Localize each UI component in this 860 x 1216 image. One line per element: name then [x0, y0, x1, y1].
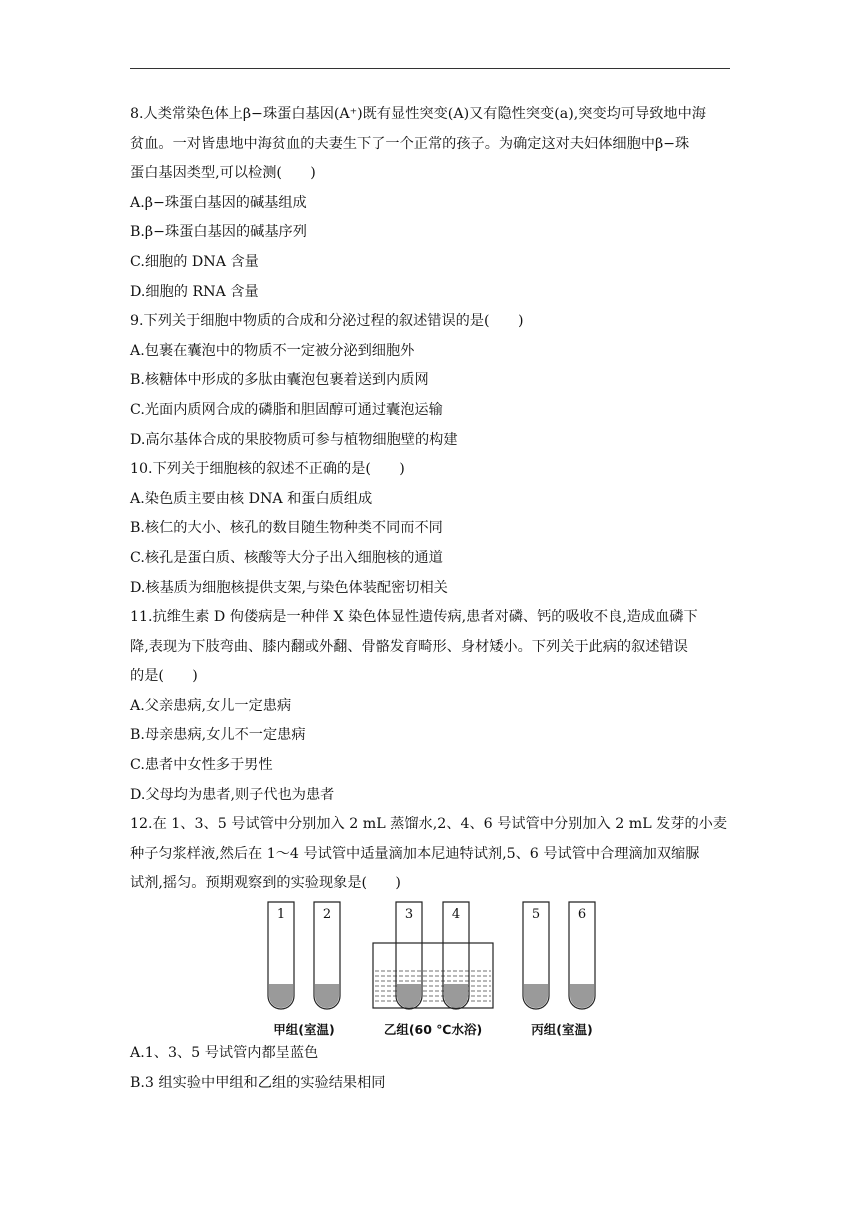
question-10: [130, 455, 730, 603]
group-caption-bing: 丙组(室温): [531, 1022, 593, 1038]
option-b: B.3 组实验中甲组和乙组的实验结果相同: [130, 1074, 386, 1091]
question-stem-line: 试剂,摇匀。预期观察到的实验现象是( ): [130, 875, 401, 892]
water-bath-beaker: [373, 943, 493, 1008]
option-b: B.核仁的大小、核孔的数目随生物种类不同而不同: [130, 520, 443, 537]
option-a: A.包裹在囊泡中的物质不一定被分泌到细胞外: [130, 342, 415, 359]
option-a: A.1、3、5 号试管内都呈蓝色: [130, 1045, 319, 1062]
question-stem-line: 9.下列关于细胞中物质的合成和分泌过程的叙述错误的是( ): [130, 313, 524, 330]
option-d: D.父母均为患者,则子代也为患者: [130, 786, 335, 803]
tube-liquid: [315, 984, 339, 1008]
tube-number-label: 1: [276, 907, 286, 923]
tube-liquid: [444, 984, 468, 1008]
question-stem-line: 12.在 1、3、5 号试管中分别加入 2 mL 蒸馏水,2、4、6 号试管中分别加入 2 mL 发芽的小麦: [130, 816, 728, 833]
test-tube: [443, 902, 469, 1009]
water-bath-water: [375, 971, 491, 1001]
tube-number-label: 3: [404, 907, 414, 923]
tube-number-label: 5: [531, 907, 541, 923]
option-a: A.β−珠蛋白基因的碱基组成: [130, 194, 307, 211]
question-stem-line: 降,表现为下肢弯曲、膝内翻或外翻、骨骼发育畸形、身材矮小。下列关于此病的叙述错误: [130, 638, 688, 655]
option-c: C.患者中女性多于男性: [130, 757, 273, 774]
question-stem-line: 的是( ): [130, 668, 198, 685]
option-d: D.细胞的 RNA 含量: [130, 283, 259, 300]
option-c: C.细胞的 DNA 含量: [130, 253, 259, 270]
option-a: A.染色质主要由核 DNA 和蛋白质组成: [130, 490, 373, 507]
question-12: [130, 810, 730, 1098]
question-stem-line: 11.抗维生素 D 佝偻病是一种伴 X 染色体显性遗传病,患者对磷、钙的吸收不良,造成血磷下: [130, 609, 698, 626]
option-d: D.核基质为细胞核提供支架,与染色体装配密切相关: [130, 579, 448, 596]
question-stem-line: 8.人类常染色体上β−珠蛋白基因(A⁺)既有显性突变(A)又有隐性突变(a),突变均可导致地中海: [130, 106, 706, 122]
tube-liquid: [397, 984, 421, 1008]
option-b: B.β−珠蛋白基因的碱基序列: [130, 224, 307, 241]
question-stem-line: 种子匀浆样液,然后在 1～4 号试管中适量滴加本尼迪特试剂,5、6 号试管中合理滴加双缩脲: [130, 845, 700, 862]
exam-content: [130, 100, 730, 1098]
option-b: B.母亲患病,女儿不一定患病: [130, 727, 306, 744]
option-b: B.核糖体中形成的多肽由囊泡包裹着送到内质网: [130, 372, 429, 389]
question-stem-line: 10.下列关于细胞核的叙述不正确的是( ): [130, 461, 405, 478]
tube-number-label: 6: [577, 907, 587, 923]
test-tube: [569, 902, 595, 1009]
question-11: [130, 603, 730, 810]
header-rule: [130, 68, 730, 69]
test-tube: [314, 902, 340, 1009]
test-tube-figure: [130, 899, 730, 1039]
tube-liquid: [524, 984, 548, 1008]
test-tube: [268, 902, 294, 1009]
tube-number-label: 4: [451, 907, 461, 923]
group-caption-yi: 乙组(60 ℃水浴): [383, 1022, 483, 1038]
question-stem-line: 蛋白基因类型,可以检测( ): [130, 165, 316, 182]
question-8: [130, 100, 730, 307]
test-tube-diagram: [130, 899, 730, 1039]
option-c: C.光面内质网合成的磷脂和胆固醇可通过囊泡运输: [130, 401, 443, 418]
question-9: [130, 307, 730, 455]
option-d: D.高尔基体合成的果胶物质可参与植物细胞壁的构建: [130, 431, 458, 448]
test-tube: [523, 902, 549, 1009]
option-c: C.核孔是蛋白质、核酸等大分子出入细胞核的通道: [130, 549, 443, 566]
tube-liquid: [269, 984, 293, 1008]
tube-liquid: [570, 984, 594, 1008]
test-tube: [396, 902, 422, 1009]
tube-number-label: 2: [322, 907, 332, 923]
option-a: A.父亲患病,女儿一定患病: [130, 697, 292, 714]
question-stem-line: 贫血。一对皆患地中海贫血的夫妻生下了一个正常的孩子。为确定这对夫妇体细胞中β−珠: [130, 135, 690, 152]
group-caption-jia: 甲组(室温): [273, 1022, 335, 1038]
